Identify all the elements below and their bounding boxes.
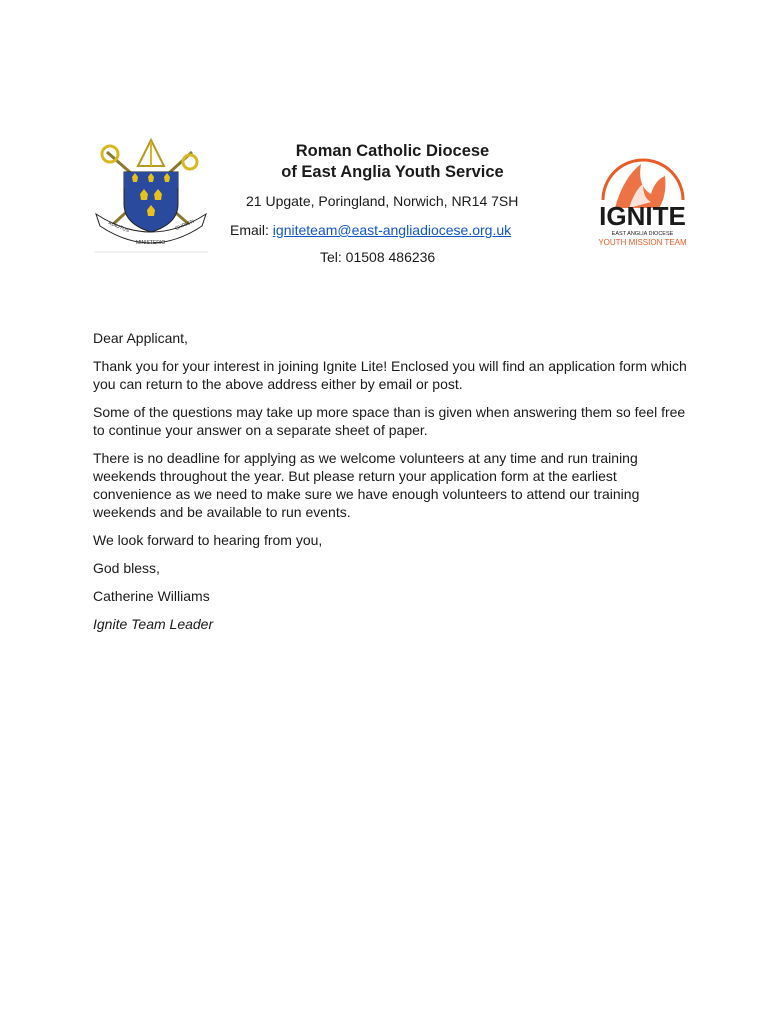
diocese-crest-logo: [92, 132, 210, 254]
crest-banner-left: ADIUTUS: [107, 220, 130, 235]
email-link[interactable]: igniteteam@east-angliadiocese.org.uk: [272, 222, 512, 238]
closing: God bless,: [93, 560, 160, 576]
address: 21 Upgate, Poringland, Norwich, NR14 7SH: [246, 193, 519, 209]
ignite-subtitle-2: YOUTH MISSION TEAM: [598, 238, 687, 247]
email-line: [230, 222, 511, 238]
email-label: Email:: [230, 222, 273, 238]
crest-banner-right: CHRISTI: [174, 218, 196, 232]
paragraph-questions: Some of the questions may take up more space than is given when answering them so feel free to continue your answer on a separate sheet of paper.: [93, 404, 686, 438]
ignite-logo: [585, 150, 700, 250]
letterhead: [215, 141, 570, 183]
paragraph-closing-line: We look forward to hearing from you,: [93, 532, 323, 548]
crest-banner-bottom: MINISTERIO: [136, 240, 166, 246]
telephone: Tel: 01508 486236: [320, 249, 436, 265]
letter-body: [93, 329, 693, 643]
signature-title: Ignite Team Leader: [93, 616, 214, 632]
paragraph-intro: Thank you for your interest in joining Ignite Lite! Enclosed you will find an application form which you can return to the above address either by email or post.: [93, 358, 687, 392]
greeting: Dear Applicant,: [93, 330, 188, 346]
ignite-wordmark: IGNITE: [599, 201, 686, 231]
signature-name: Catherine Williams: [93, 588, 210, 604]
org-name-line1: Roman Catholic Diocese: [295, 142, 490, 160]
ignite-subtitle-1: EAST ANGLIA DIOCESE: [611, 231, 674, 237]
org-name-line2: of East Anglia Youth Service: [281, 163, 504, 181]
paragraph-deadline: There is no deadline for applying as we welcome volunteers at any time and run training weekends throughout the year. But please return your application form at the earliest convenience as we need to make sure we have enough volunteers to attend our training weekends and be available to run events.: [93, 450, 640, 520]
